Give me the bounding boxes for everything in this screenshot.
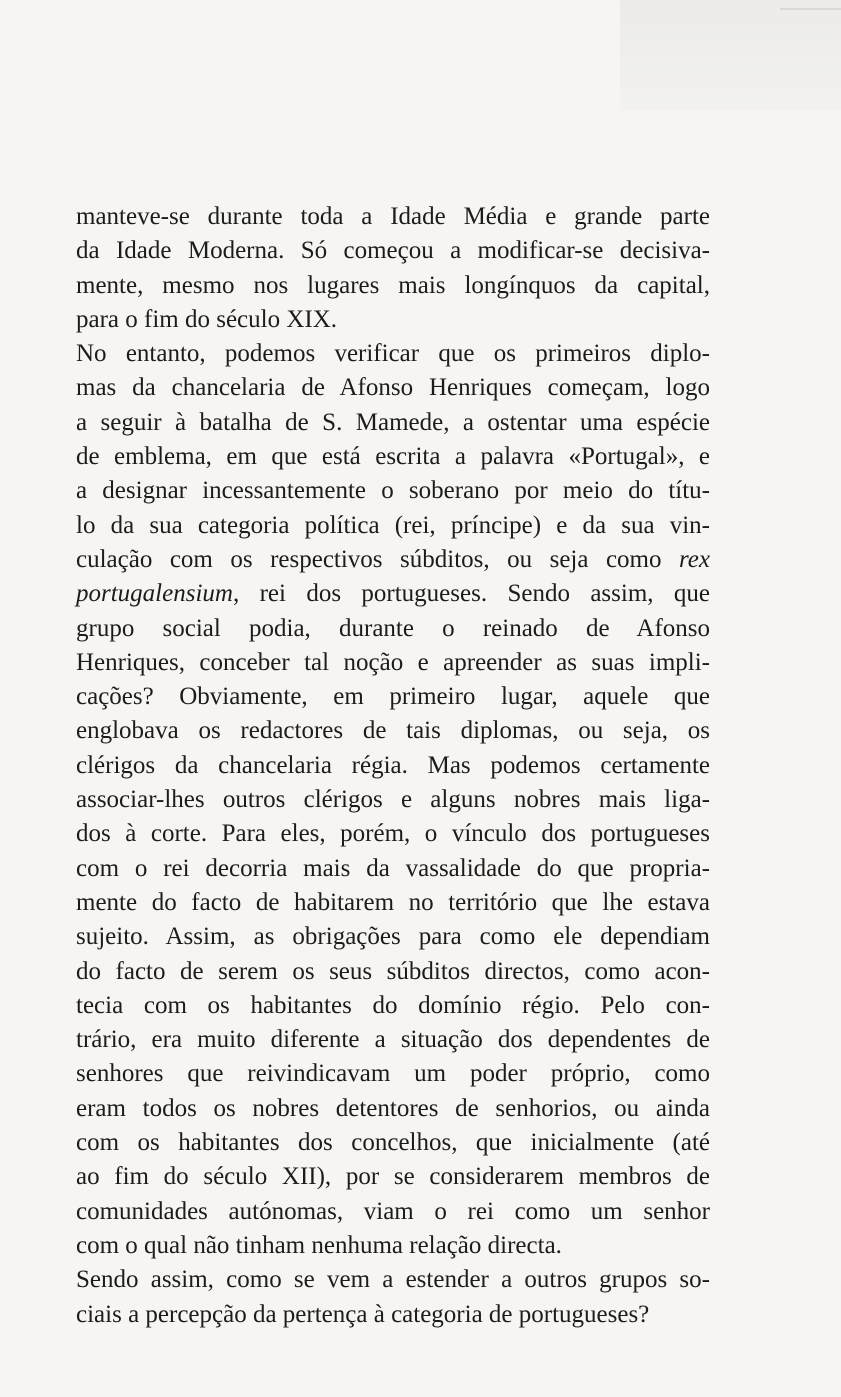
text-line: No entanto, podemos verificar que os primeiros diplo- <box>76 340 710 368</box>
text-line: com os habitantes dos concelhos, que inicialmente (até <box>76 1129 710 1157</box>
text-run: culação com os respectivos súbditos, ou seja como <box>76 545 679 573</box>
text-line: lo da sua categoria política (rei, príncipe) e da sua vin- <box>76 511 710 539</box>
text-line: Sendo assim, como se vem a estender a outros grupos so- <box>76 1266 710 1294</box>
text-line: do facto de serem os seus súbditos directos, como acon- <box>76 957 710 985</box>
facing-page-edge <box>780 8 841 10</box>
text-line: clérigos da chancelaria régia. Mas podemos certamente <box>76 751 710 779</box>
text-line: com o rei decorria mais da vassalidade do que propria- <box>76 854 710 882</box>
text-line: mas da chancelaria de Afonso Henriques começam, logo <box>76 374 710 402</box>
text-line: ciais a percepção da pertença à categoria de portugueses? <box>76 1300 650 1328</box>
text-line: com o qual não tinham nenhuma relação directa. <box>76 1231 562 1259</box>
text-line: sujeito. Assim, as obrigações para como ele dependiam <box>76 923 710 951</box>
text-line: senhores que reivindicavam um poder próprio, como <box>76 1060 710 1088</box>
text-line: ao fim do século XII), por se considerarem membros de <box>76 1163 710 1191</box>
italic-term: portugalensium <box>76 580 233 608</box>
text-run: , rei dos portugueses. Sendo assim, que <box>232 580 710 608</box>
text-line: dos à corte. Para eles, porém, o vínculo dos portugueses <box>76 820 710 848</box>
facing-page-bleed <box>620 0 841 110</box>
text-line: manteve-se durante toda a Idade Média e grande parte <box>76 203 710 230</box>
text-line: de emblema, em que está escrita a palavra «Portugal», e <box>76 443 710 471</box>
text-line: da Idade Moderna. Só começou a modificar-se decisiva- <box>76 237 710 265</box>
text-line: cações? Obviamente, em primeiro lugar, aquele que <box>76 683 710 711</box>
text-line: mente do facto de habitarem no território que lhe estava <box>76 888 710 916</box>
text-line: a designar incessantemente o soberano por meio do títu- <box>76 477 710 505</box>
text-line: associar-lhes outros clérigos e alguns nobres mais liga- <box>76 786 710 814</box>
text-line: comunidades autónomas, viam o rei como um senhor <box>76 1197 710 1225</box>
text-line <box>76 577 710 611</box>
italic-term: rex <box>679 545 710 573</box>
text-line: mente, mesmo nos lugares mais longínquos da capital, <box>76 271 710 299</box>
text-line: eram todos os nobres detentores de senhorios, ou ainda <box>76 1094 710 1122</box>
text-line: englobava os redactores de tais diplomas, ou seja, os <box>76 717 710 745</box>
text-line: Henriques, conceber tal noção e apreender as suas impli- <box>76 648 710 676</box>
page-body <box>76 200 710 1332</box>
text-line: grupo social podia, durante o reinado de Afonso <box>76 614 710 642</box>
text-line: a seguir à batalha de S. Mamede, a ostentar uma espécie <box>76 408 710 436</box>
text-line: para o fim do século XIX. <box>76 305 338 333</box>
text-line: trário, era muito diferente a situação dos dependentes de <box>76 1026 710 1054</box>
text-line <box>76 543 710 577</box>
text-line: tecia com os habitantes do domínio régio. Pelo con- <box>76 991 710 1019</box>
